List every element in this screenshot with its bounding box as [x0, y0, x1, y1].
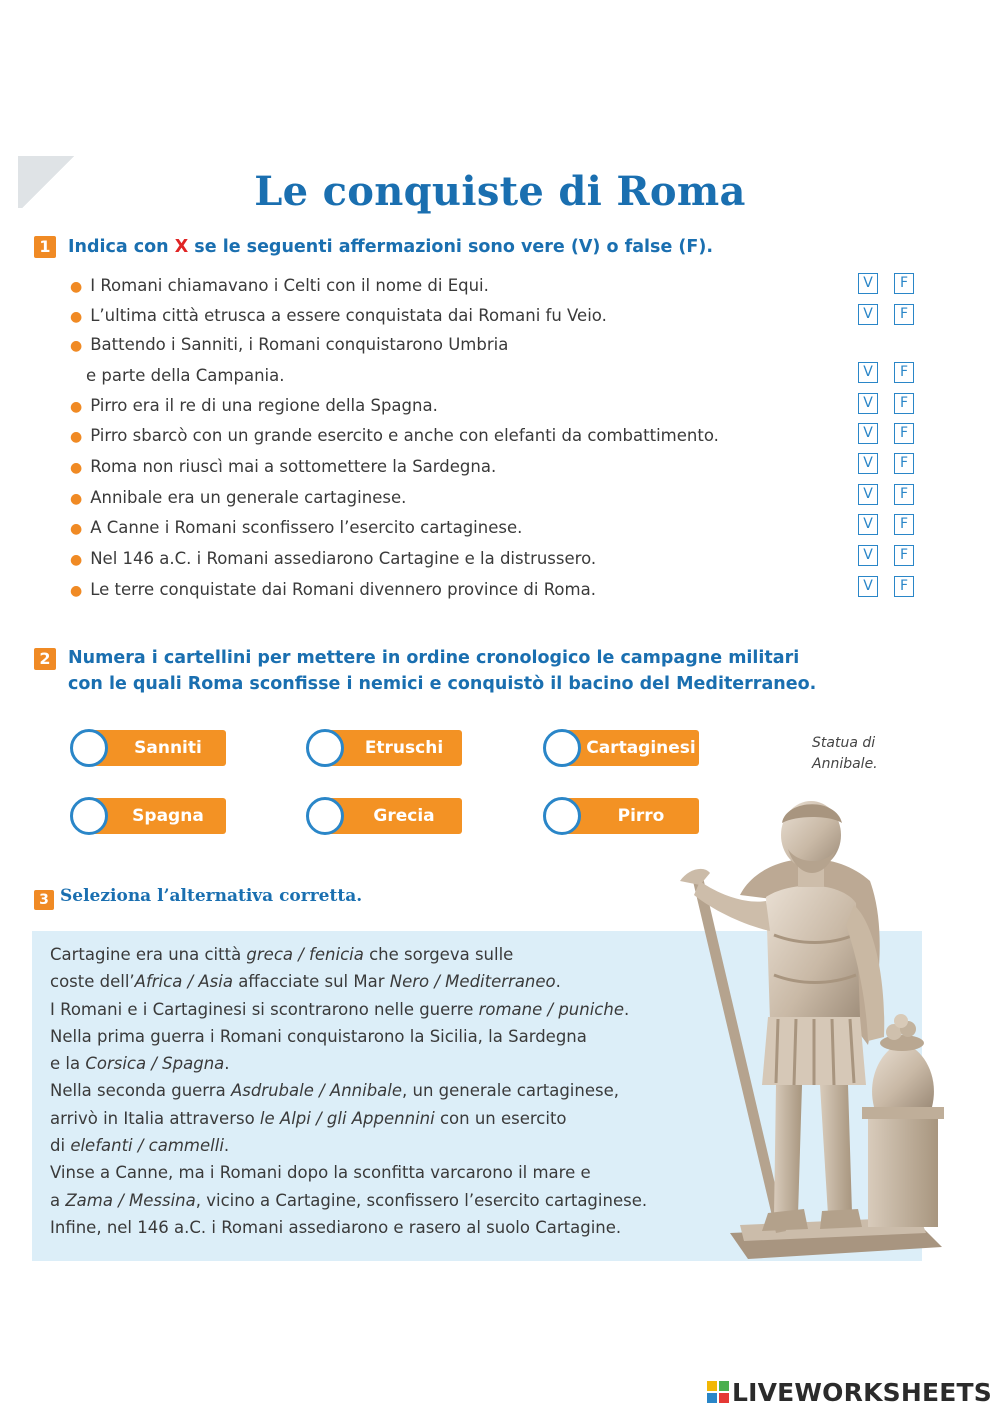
alternative-choice[interactable]: Zama / Messina	[65, 1190, 196, 1210]
true-false-boxes-8	[858, 514, 920, 536]
passage-line	[50, 1050, 647, 1077]
statement-5	[70, 421, 719, 452]
bullet-icon: ●	[70, 279, 83, 295]
passage-line	[50, 968, 647, 995]
true-checkbox[interactable]: V	[858, 545, 878, 566]
passage-text-segment: .	[555, 972, 561, 992]
passage-text-segment: coste dell’	[50, 972, 135, 992]
passage-text-segment: Cartagine era una città	[50, 945, 247, 964]
true-checkbox[interactable]: V	[858, 453, 878, 474]
passage-text-segment: di	[50, 1136, 71, 1156]
footer-brand: LIVEWORKSHEETS	[707, 1378, 992, 1407]
false-checkbox[interactable]: F	[894, 453, 914, 474]
true-checkbox[interactable]: V	[858, 304, 878, 325]
statement-3	[70, 330, 508, 391]
true-checkbox[interactable]: V	[858, 393, 878, 414]
passage-line	[50, 1187, 647, 1214]
statement-text-continuation: e parte della Campania.	[86, 366, 285, 385]
tag-label: Pirro	[561, 798, 699, 834]
tag-sanniti	[70, 730, 226, 766]
alternative-choice[interactable]: elefanti / cammelli	[70, 1136, 224, 1156]
bullet-icon: ●	[70, 399, 83, 415]
alternative-choice[interactable]: Asdrubale / Annibale	[230, 1081, 403, 1101]
liveworksheets-logo-icon	[707, 1381, 729, 1403]
true-checkbox[interactable]: V	[858, 576, 878, 597]
bullet-icon: ●	[70, 309, 83, 325]
passage-text	[50, 941, 647, 1241]
statement-6	[70, 452, 496, 483]
true-checkbox[interactable]: V	[858, 273, 878, 294]
tag-etruschi	[306, 730, 462, 766]
exercise-3-instruction: Seleziona l’alternativa corretta.	[60, 886, 363, 906]
passage-text-segment: .	[223, 1136, 230, 1156]
passage-line	[50, 1105, 647, 1132]
statement-text: Annibale era un generale cartaginese.	[90, 488, 407, 507]
true-false-boxes-6	[858, 453, 920, 475]
hannibal-statue-image	[670, 785, 950, 1265]
false-checkbox[interactable]: F	[894, 362, 914, 383]
alternative-choice[interactable]: romane / puniche	[478, 999, 624, 1019]
passage-text-segment: Nella seconda guerra	[50, 1081, 231, 1101]
statement-text: I Romani chiamavano i Celti con il nome di Equi.	[90, 276, 489, 295]
statement-text: L’ultima città etrusca a essere conquistata dai Romani fu Veio.	[90, 306, 607, 325]
tag-grecia	[306, 798, 462, 834]
true-checkbox[interactable]: V	[858, 484, 878, 505]
true-false-boxes-10	[858, 576, 920, 598]
tag-cartaginesi	[543, 730, 699, 766]
statement-9	[70, 544, 596, 575]
false-checkbox[interactable]: F	[894, 545, 914, 566]
bullet-icon: ●	[70, 552, 83, 568]
statement-text: A Canne i Romani sconfissero l’esercito cartaginese.	[90, 518, 523, 537]
passage-text-segment: che sorgeva sulle	[363, 945, 514, 964]
tag-label: Etruschi	[324, 730, 462, 766]
bullet-icon: ●	[70, 583, 83, 599]
passage-text-segment: I Romani e i Cartaginesi si scontrarono nelle guerre	[50, 999, 479, 1019]
exercise-2-number: 2	[34, 648, 56, 670]
passage-text-segment: , vicino a Cartagine, sconfissero l’esercito cartaginese.	[195, 1190, 648, 1210]
exercise-1-number: 1	[34, 236, 56, 258]
true-checkbox[interactable]: V	[858, 423, 878, 444]
true-checkbox[interactable]: V	[858, 514, 878, 535]
exercise-3-number: 3	[34, 890, 54, 910]
passage-text-segment: Vinse a Canne, ma i Romani dopo la sconfitta varcarono il mare e	[50, 1163, 591, 1183]
bullet-icon: ●	[70, 521, 83, 537]
passage-text-segment: .	[623, 999, 630, 1019]
passage-line	[50, 1214, 647, 1241]
tag-number-input[interactable]	[543, 729, 581, 767]
statement-text: Nel 146 a.C. i Romani assediarono Cartagine e la distrussero.	[90, 549, 597, 568]
passage-text-segment: Infine, nel 146 a.C. i Romani assediarono e rasero al suolo Cartagine.	[50, 1217, 622, 1237]
tag-label: Grecia	[324, 798, 462, 834]
passage-text-segment: con un esercito	[434, 1108, 567, 1128]
bullet-icon: ●	[70, 491, 83, 507]
statement-4	[70, 391, 438, 422]
false-checkbox[interactable]: F	[894, 576, 914, 597]
true-false-boxes-7	[858, 484, 920, 506]
statement-text: Le terre conquistate dai Romani divennero province di Roma.	[90, 580, 596, 599]
exercise-1-instruction: Indica con X se le seguenti affermazioni sono vere (V) o false (F).	[68, 237, 714, 257]
false-checkbox[interactable]: F	[894, 423, 914, 444]
bullet-icon: ●	[70, 460, 83, 476]
false-checkbox[interactable]: F	[894, 484, 914, 505]
false-checkbox[interactable]: F	[894, 304, 914, 325]
statement-text: Battendo i Sanniti, i Romani conquistarono Umbria	[90, 335, 509, 354]
passage-text-segment: e la	[50, 1054, 86, 1074]
tag-number-input[interactable]	[70, 729, 108, 767]
false-checkbox[interactable]: F	[894, 393, 914, 414]
alternative-choice[interactable]: Africa / Asia	[134, 972, 233, 992]
statement-text: Pirro sbarcò con un grande esercito e anche con elefanti da combattimento.	[90, 426, 719, 445]
passage-text-segment: a	[50, 1190, 66, 1210]
page-title: Le conquiste di Roma	[254, 168, 746, 215]
true-checkbox[interactable]: V	[858, 362, 878, 383]
tag-label: Cartaginesi	[561, 730, 699, 766]
bullet-icon: ●	[70, 338, 83, 354]
statement-10	[70, 575, 596, 606]
statement-8	[70, 513, 522, 544]
passage-text-segment: arrivò in Italia attraverso	[50, 1108, 260, 1128]
statement-2	[70, 301, 607, 332]
tag-spagna	[70, 798, 226, 834]
passage-line	[50, 1023, 647, 1050]
passage-text-segment: affacciate sul Mar	[232, 972, 390, 992]
tag-number-input[interactable]	[306, 797, 344, 835]
alternative-choice[interactable]: le Alpi / gli Appennini	[259, 1108, 435, 1128]
passage-line	[50, 1077, 647, 1104]
false-checkbox[interactable]: F	[894, 514, 914, 535]
passage-line	[50, 1159, 647, 1186]
statement-1	[70, 271, 489, 302]
passage-line	[50, 996, 647, 1023]
true-false-boxes-2	[858, 304, 920, 326]
passage-line	[50, 941, 647, 968]
statement-7	[70, 483, 406, 514]
true-false-boxes-5	[858, 423, 920, 445]
passage-text-segment: , un generale cartaginese,	[402, 1081, 619, 1101]
false-checkbox[interactable]: F	[894, 273, 914, 294]
passage-text-segment: Nella prima guerra i Romani conquistarono la Sicilia, la Sardegna	[50, 1026, 587, 1046]
alternative-choice[interactable]: greca / fenicia	[246, 945, 364, 964]
tag-label: Spagna	[88, 798, 226, 834]
alternative-choice[interactable]: Nero / Mediterraneo	[389, 972, 556, 992]
exercise-2-instruction: Numera i cartellini per mettere in ordine cronologico le campagne militari con le quali Roma sconfisse i nemici e conquistò il bacino del Mediterraneo.	[68, 648, 817, 694]
tag-number-input[interactable]	[306, 729, 344, 767]
tag-number-input[interactable]	[543, 797, 581, 835]
tag-number-input[interactable]	[70, 797, 108, 835]
true-false-boxes-4	[858, 393, 920, 415]
bullet-icon: ●	[70, 429, 83, 445]
statue-caption: Statua di Annibale.	[812, 735, 878, 772]
passage-line	[50, 1132, 647, 1159]
statement-text: Pirro era il re di una regione della Spagna.	[90, 396, 438, 415]
statement-text: Roma non riuscì mai a sottomettere la Sardegna.	[90, 457, 497, 476]
true-false-boxes-9	[858, 545, 920, 567]
passage-text-segment: .	[224, 1054, 230, 1074]
tag-label: Sanniti	[88, 730, 226, 766]
true-false-boxes-1	[858, 273, 920, 295]
alternative-choice[interactable]: Corsica / Spagna	[85, 1054, 225, 1074]
true-false-boxes-3	[858, 362, 920, 384]
